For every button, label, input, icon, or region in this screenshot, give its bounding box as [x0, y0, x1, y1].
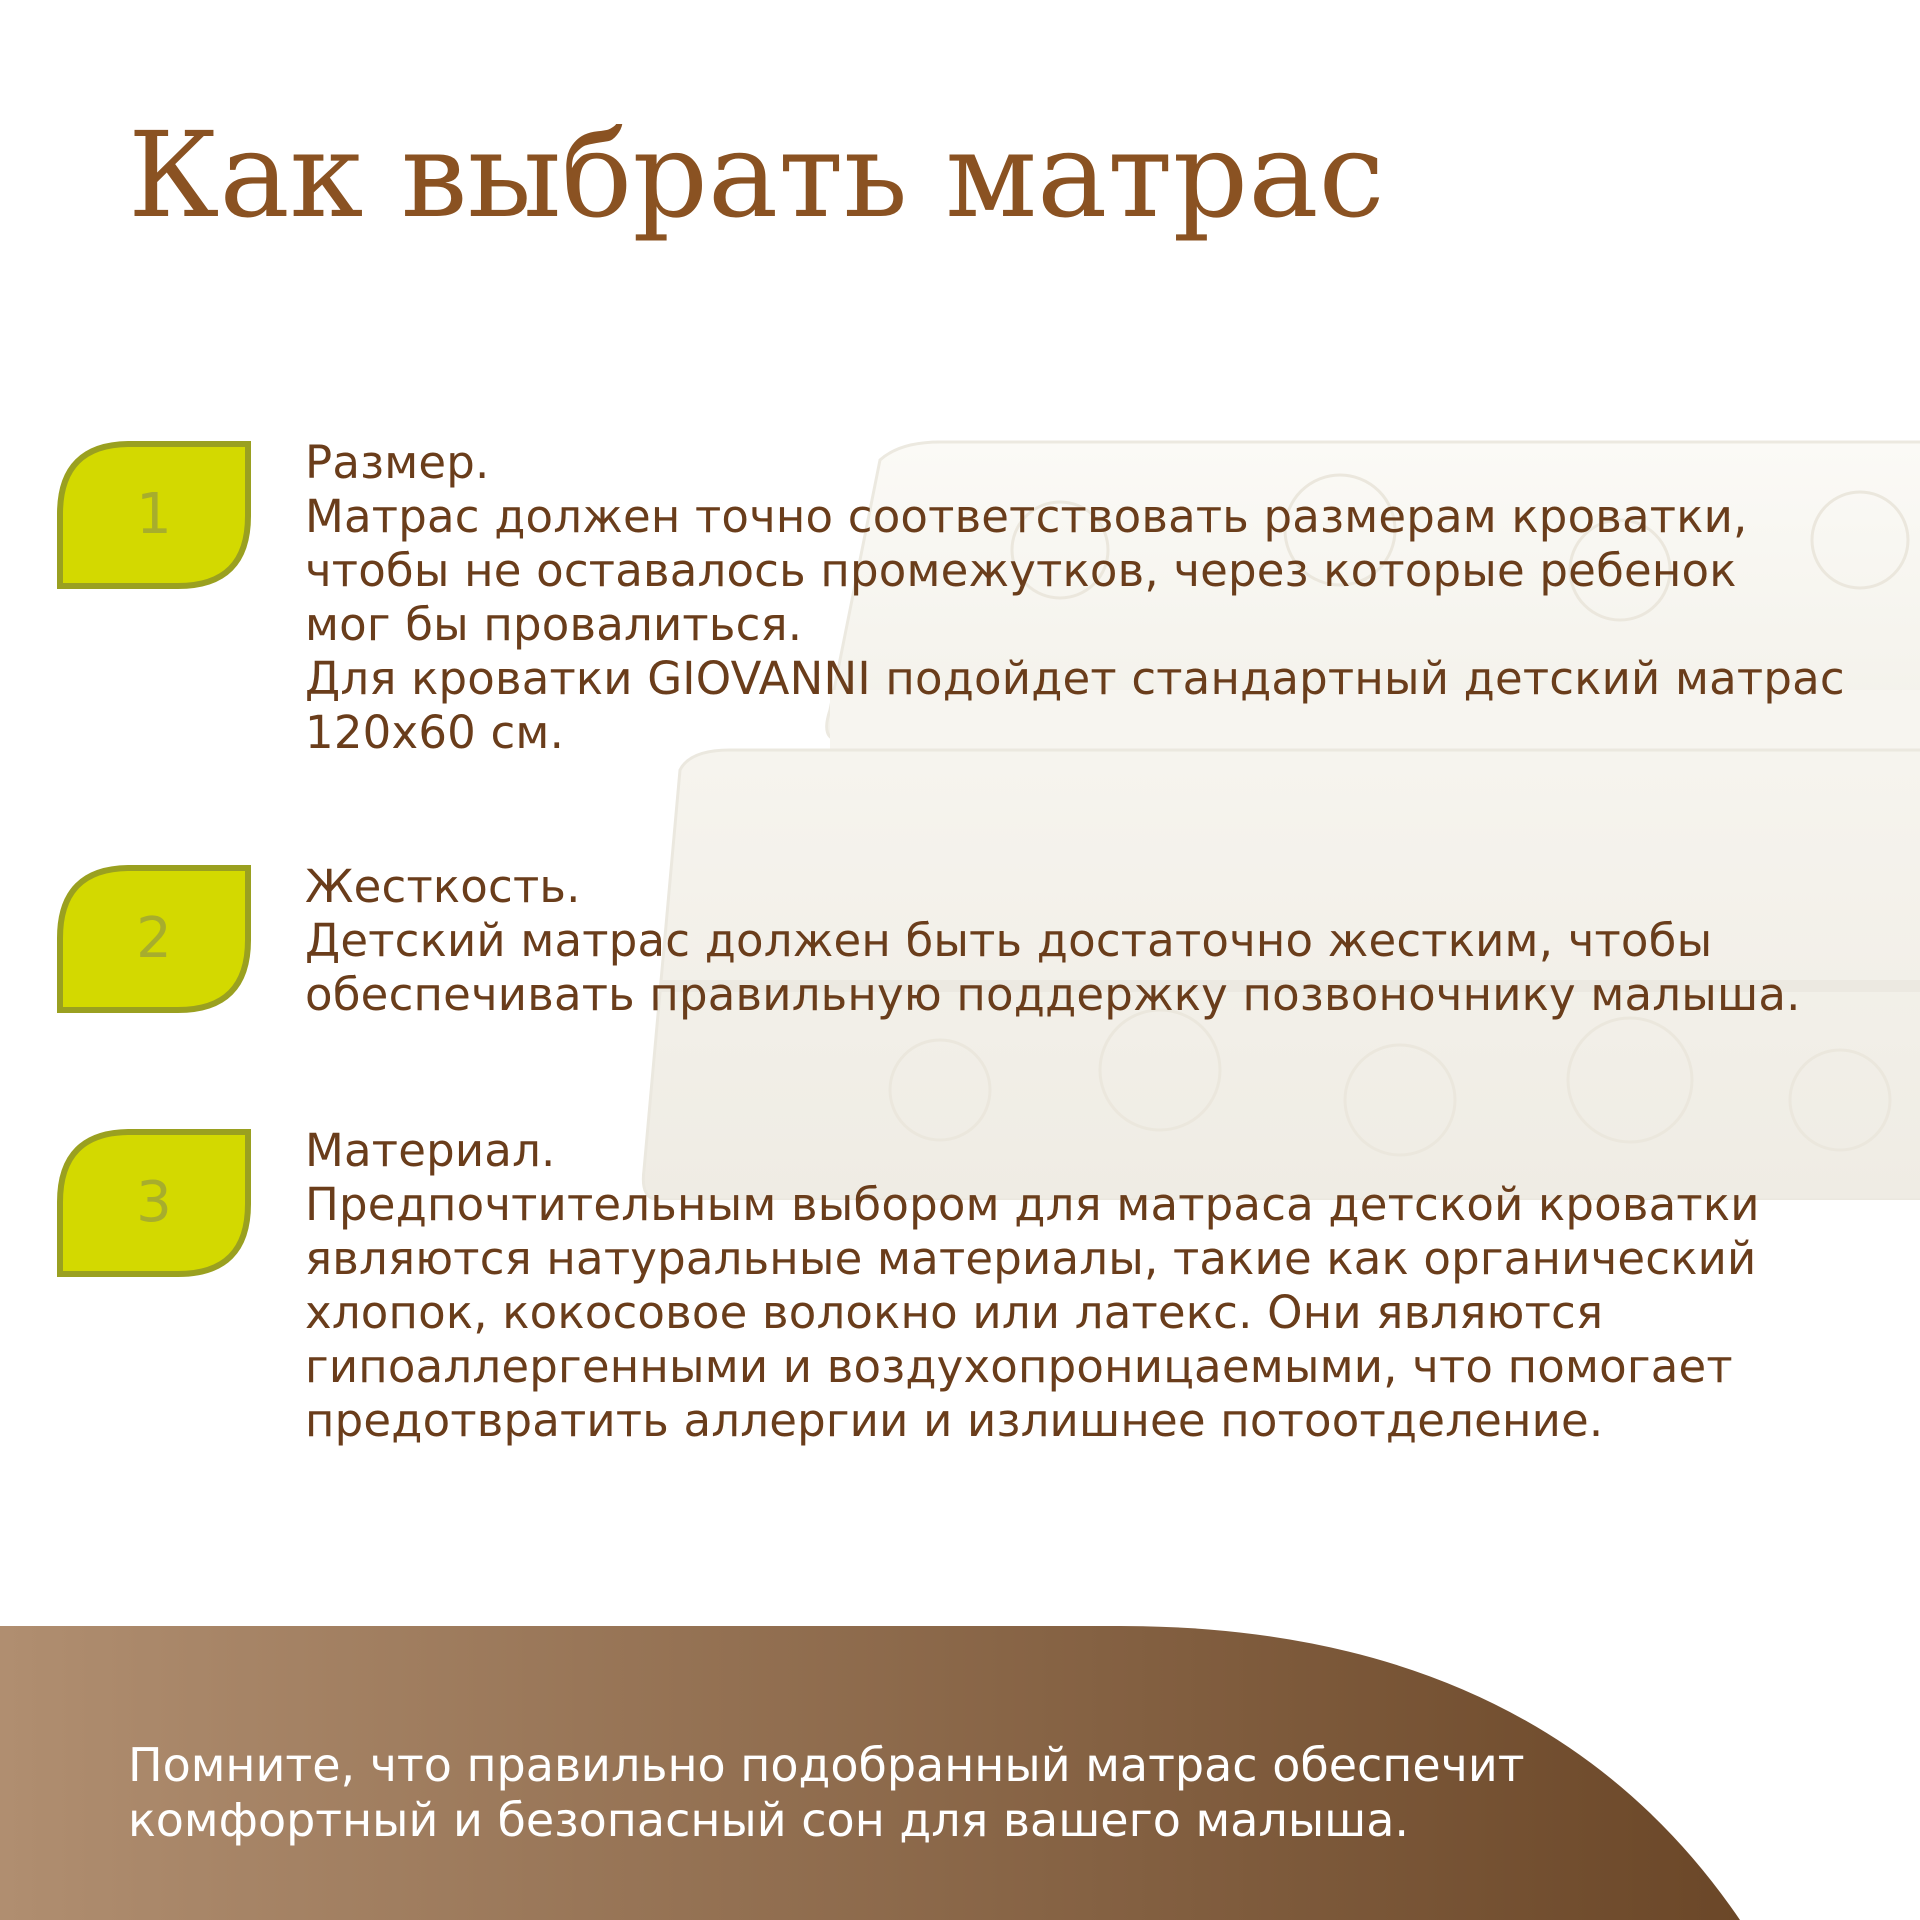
step-badge-3: [56, 1128, 252, 1278]
step-line: Для кроватки GIOVANNI подойдет стандартный детский матрас: [305, 652, 1845, 705]
step-badge-2: [56, 864, 252, 1014]
footer-line: комфортный и безопасный сон для вашего малыша.: [128, 1793, 1410, 1847]
step-text: [305, 436, 1865, 760]
step-line: Предпочтительным выбором для матраса детской кроватки: [305, 1178, 1760, 1231]
step-line: мог бы провалиться.: [305, 598, 803, 651]
step-text: [305, 1124, 1865, 1448]
page-title: Как выбрать матрас: [128, 106, 1385, 244]
step-heading: Жесткость.: [305, 860, 581, 913]
step-line: обеспечивать правильную поддержку позвоночнику малыша.: [305, 968, 1801, 1021]
step-number: 1: [136, 482, 172, 547]
step-line: хлопок, кокосовое волокно или латекс. Они являются: [305, 1286, 1604, 1339]
footer-line: Помните, что правильно подобранный матрас обеспечит: [128, 1738, 1525, 1792]
step-line: Матрас должен точно соответствовать размерам кроватки,: [305, 490, 1748, 543]
step-line: гипоаллергенными и воздухопроницаемыми, что помогает: [305, 1340, 1733, 1393]
step-number: 2: [136, 906, 172, 971]
step-line: чтобы не оставалось промежутков, через которые ребенок: [305, 544, 1737, 597]
step-heading: Материал.: [305, 1124, 556, 1177]
step-text: [305, 860, 1865, 1022]
step-line: Детский матрас должен быть достаточно жестким, чтобы: [305, 914, 1713, 967]
step-line: предотвратить аллергии и излишнее потоотделение.: [305, 1394, 1604, 1447]
step-line: 120х60 см.: [305, 706, 565, 759]
step-line: являются натуральные материалы, такие как органический: [305, 1232, 1757, 1285]
step-badge-1: [56, 440, 252, 590]
footer-note: [128, 1738, 1525, 1848]
step-heading: Размер.: [305, 436, 490, 489]
step-number: 3: [136, 1170, 172, 1235]
